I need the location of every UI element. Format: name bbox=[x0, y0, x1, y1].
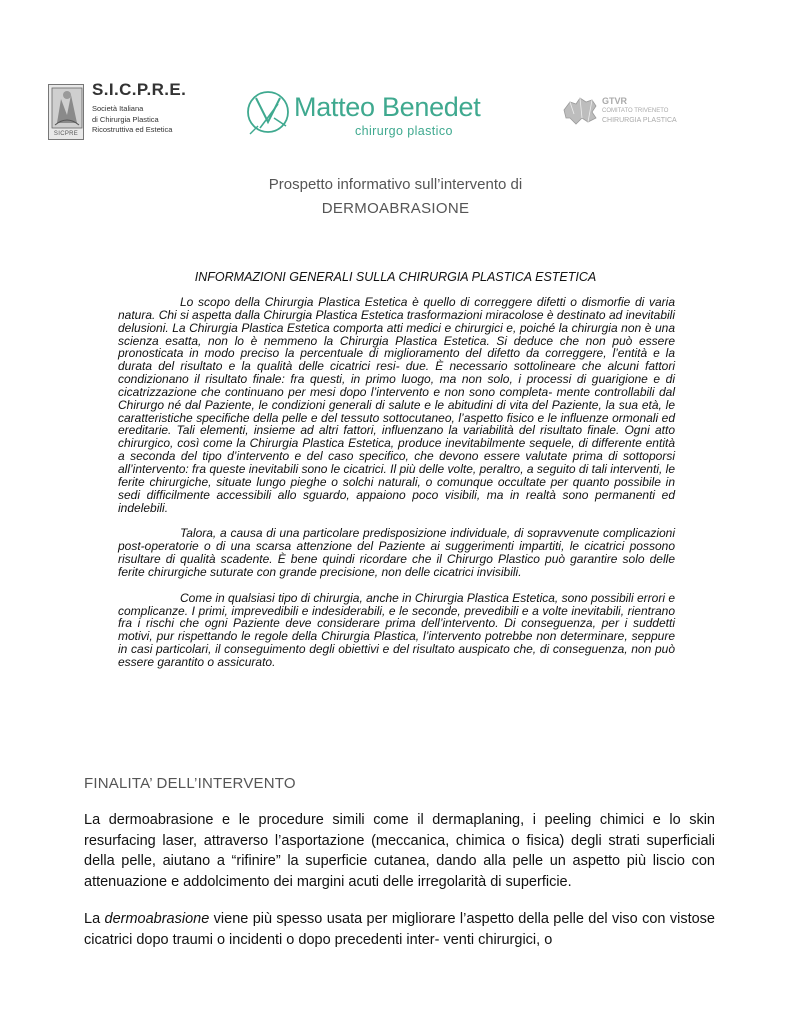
general-paragraph: Talora, a causa di una particolare predisposizione individuale, di sopravvenute complicazioni post-operatorie o di una scarsa attenzione del Paziente ai suggerimenti impartiti, le cicatrici possono risultare di qualità scadente. È bene quindi ricordare che il Chirurgo Plastico può garantire solo delle ferite chirurgiche suturate con grande precisione, non delle cicatrici invisibili. bbox=[118, 526, 675, 579]
triveneto-logo bbox=[562, 96, 702, 130]
mb-subtitle: chirurgo plastico bbox=[355, 124, 453, 138]
document-title: Prospetto informativo sull’intervento di bbox=[268, 176, 523, 193]
purpose-body bbox=[84, 810, 715, 966]
matteo-benedet-logo bbox=[246, 88, 496, 144]
general-paragraph: Come in qualsiasi tipo di chirurgia, anche in Chirurgia Plastica Estetica, sono possibili errori e complicanze. I primi, imprevedibili e indesiderabili, e le seconde, prevedibili e a volte inevitabili, rientrano fra i rischi che ogni Paziente deve considerare prima dell’intervento. Di conseguenza, per i suddetti motivi, pur rispettando le regole della Chirurgia Plastica, l’intervento potrebbe non determinare, seppure in casi particolari, il conseguimento degli obiettivi e del risultato auspicato che, di conseguenza, non può essere garantito o assicurato. bbox=[118, 590, 675, 669]
purpose-paragraph: La dermoabrasione e le procedure simili come il dermaplaning, i peeling chimici e lo skin resurfacing laser, attraverso l’asportazione (meccanica, chimica o fisica) degli strati superficiali della pelle, aiutano a “rifinire” la superficie cutanea, dando alla pelle un aspetto più liscio con attenuazione e addolcimento dei margini acuti delle irregolarità di superficie. bbox=[84, 812, 715, 891]
triveneto-map-icon bbox=[562, 96, 600, 126]
purpose-heading: FINALITA’ DELL’INTERVENTO bbox=[84, 775, 296, 792]
general-paragraph: Lo scopo della Chirurgia Plastica Estetica è quello di correggere difetti o dismorfie di varia natura. Chi si aspetta dalla Chirurgia Plastica Estetica trasformazioni miracolose è destinato ad inevitabili delusioni. La Chirurgia Plastica Estetica comporta atti medici e chirurgici e, poiché la chirurgia non è una scienza esatta, non lo è nemmeno la Chirurgia Plastica Estetica. Si deduce che non può essere pronosticata in modo preciso la percentuale di miglioramento del difetto da correggere, l’entità e la durata del risultato e la qualità delle cicatrici resi- due. È necessario sottolineare che alcuni fattori condizionano il risultato finale: fra questi, in primo luogo, ma non solo, i processi di guarigione e di cicatrizzazione che continuano per mesi dopo l’intervento e non sono completa- mente controllabili dal Chirurgo né dal Paziente, le condizioni generali di salute e le abitudini di vita del Paziente, la sua età, le caratteristiche specifiche della pelle e del tessuto sottocutaneo, l’aspetto fisico e le influenze ormonali ed ereditarie. Tali elementi, insieme ad altri fattori, influenzano la variabilità del risultato finale. Ogni atto chirurgico, così come la Chirurgia Plastica Estetica, produce inevitabilmente sequele, di differente entità a seconda del tipo d’intervento e del caso specifico, che devono essere valutate prima di sottoporsi all’intervento: fra queste inevitabili sono le cicatrici. Il più delle volte, peraltro, a seguito di tali interventi, le ferite chirurgiche, situate lungo pieghe o solchi naturali, o comunque occultate per quanto possibile in sedi difficilmente accessibili allo sguardo, appaiono poco visibili, ma in realtà sono permanenti ed indelebili. bbox=[118, 295, 675, 515]
triveneto-line3: CHIRURGIA PLASTICA bbox=[602, 117, 677, 124]
sicpre-line3: Ricostruttiva ed Estetica bbox=[92, 125, 173, 134]
triveneto-line2: COMITATO TRIVENETO bbox=[602, 108, 669, 114]
sicpre-name: S.I.C.P.R.E. bbox=[92, 80, 187, 99]
triveneto-line1: GTVR bbox=[602, 96, 628, 106]
mb-name: Matteo Benedet bbox=[294, 92, 481, 122]
sicpre-line1: Società Italiana bbox=[92, 104, 144, 113]
document-subtitle: DERMOABRASIONE bbox=[321, 200, 470, 217]
purpose-text: viene più spesso usata per migliorare l’aspetto della pelle del viso con vistose cicatrici dopo traumi o incidenti o dopo precedenti inter- venti chirurgici, o bbox=[84, 910, 715, 948]
sicpre-subtitle bbox=[92, 104, 172, 136]
sicpre-emblem-icon bbox=[48, 84, 84, 140]
sicpre-line2: di Chirurgia Plastica bbox=[92, 114, 159, 124]
purpose-emphasis: dermoabrasione bbox=[104, 910, 210, 927]
sicpre-logo bbox=[48, 82, 198, 144]
mb-monogram-icon bbox=[246, 88, 292, 140]
general-info-body bbox=[118, 296, 675, 682]
sicpre-emblem-label: SICPRE bbox=[53, 131, 79, 137]
purpose-text: La bbox=[84, 910, 105, 927]
general-info-heading: INFORMAZIONI GENERALI SULLA CHIRURGIA PLASTICA ESTETICA bbox=[194, 270, 597, 284]
purpose-paragraph bbox=[84, 909, 715, 950]
